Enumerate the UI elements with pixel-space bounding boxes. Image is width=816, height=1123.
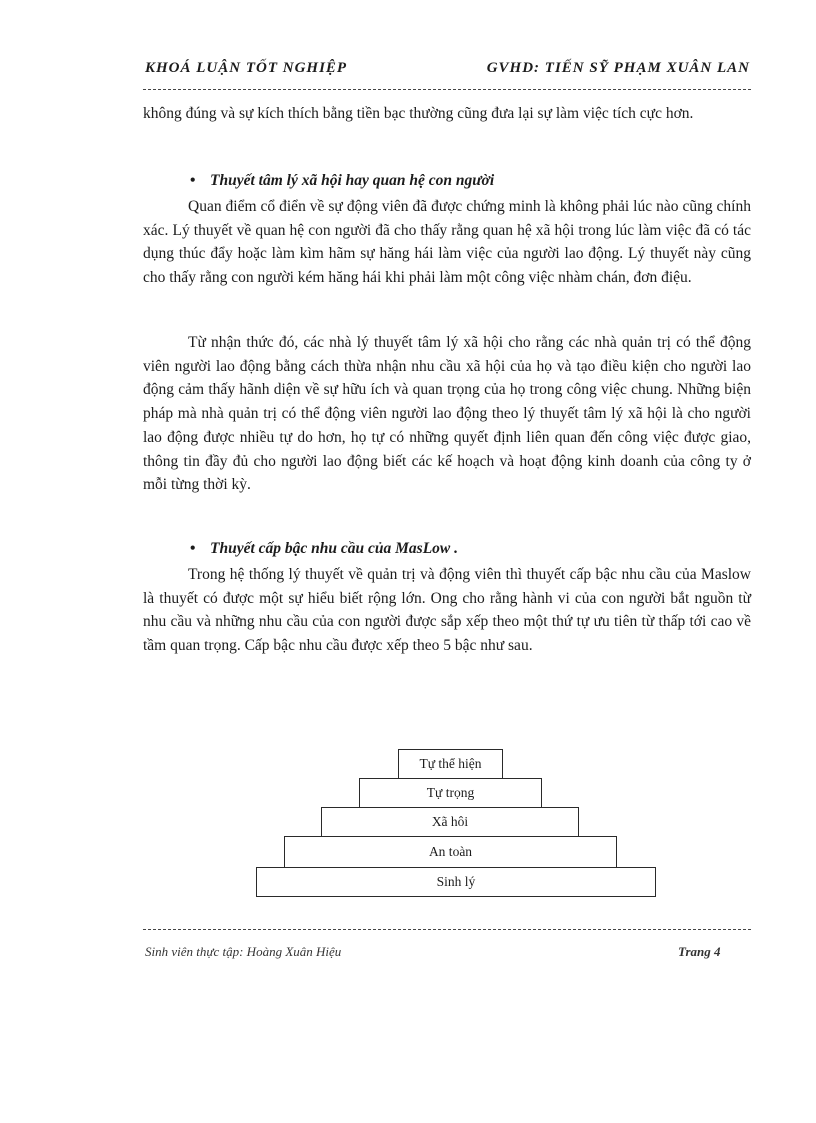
bullet-icon: • [190, 540, 196, 557]
section-heading-text: Thuyết cấp bậc nhu cầu của MasLow . [210, 540, 459, 557]
section2-paragraph-1 [143, 563, 751, 658]
intro-text: không đúng và sự kích thích bằng tiền bạc thường cũng đưa lại sự làm việc tích cực hơn. [143, 105, 694, 122]
pyramid-level-physiological: Sinh lý [256, 867, 656, 897]
header-supervisor: GVHD: TIẾN SỸ PHẠM XUÂN LAN [486, 60, 750, 76]
bullet-icon: • [190, 172, 196, 189]
footer-student: Sinh viên thực tập: Hoàng Xuân Hiệu [145, 944, 342, 959]
section1-paragraph-1 [143, 195, 751, 290]
paragraph-text: Quan điểm cổ điển về sự động viên đã được chứng minh là không phải lúc nào cũng chính xác. Lý thuyết về quan hệ con người đã cho thấy rằng quan hệ xã hội trong lúc làm việc đã có tác dụng thúc đẩy hoặc làm kìm hãm sự hăng hái làm việc của người lao động. Lý thuyết này cũng cho thấy rằng con người kém hăng hái khi phải làm một công việc nhàm chán, đơn điệu. [143, 198, 751, 287]
header-thesis-title: KHOÁ LUẬN TỐT NGHIỆP [145, 60, 348, 76]
section-heading-maslow [190, 540, 458, 558]
intro-paragraph [143, 102, 751, 126]
pyramid-level-social: Xã hôi [321, 807, 579, 837]
paragraph-text: Trong hệ thống lý thuyết về quản trị và động viên thì thuyết cấp bậc nhu cầu của Maslow là thuyết có được một sự hiểu biết rộng lớn. Ong cho rằng hành vi của con người bắt nguồn từ nhu cầu và những nhu cầu của con người được sắp xếp theo một thứ tự ưu tiên từ thấp tới cao về tầm quan trọng. Cấp bậc nhu cầu được xếp theo 5 bậc như sau. [143, 566, 751, 655]
pyramid-level-self-actualization: Tự thể hiện [398, 749, 503, 779]
paragraph-text: Từ nhận thức đó, các nhà lý thuyết tâm lý xã hội cho rằng các nhà quản trị có thể động viên người lao động bằng cách thừa nhận nhu cầu xã hội của họ và tạo điều kiện cho người lao động cảm thấy hãnh diện về sự hữu ích và quan trọng của họ trong công việc chung. Những biện pháp mà nhà quản trị có thể động viên người lao động theo lý thuyết tâm lý xã hội là cho người lao động được nhiều tự do hơn, họ tự có những quyết định liên quan đến công việc được giao, thông tin đầy đủ cho người lao động biết các kế hoạch và hoạt động kinh doanh của công ty ở mỗi từng thời kỳ. [143, 334, 751, 494]
section1-paragraph-2 [143, 331, 751, 497]
footer-divider [143, 929, 751, 930]
header-divider [143, 89, 751, 90]
pyramid-level-safety: An toàn [284, 836, 617, 868]
section-heading-text: Thuyết tâm lý xã hội hay quan hệ con người [210, 172, 495, 189]
page-number: Trang 4 [678, 944, 721, 959]
page-header [145, 56, 750, 84]
section-heading-social-psychology [190, 172, 494, 190]
pyramid-level-esteem: Tự trọng [359, 778, 542, 808]
